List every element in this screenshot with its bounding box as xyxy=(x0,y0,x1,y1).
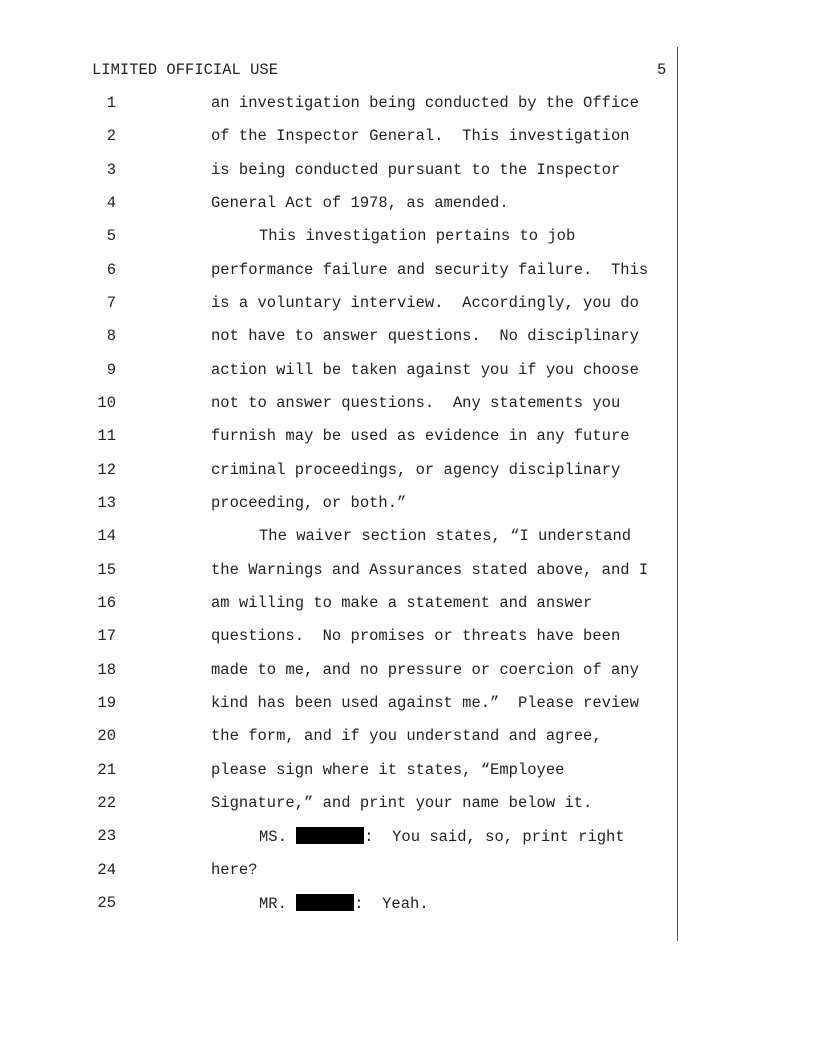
line-number: 7 xyxy=(106,294,116,312)
line-text: is a voluntary interview. Accordingly, you do xyxy=(211,294,639,312)
line-number: 4 xyxy=(106,194,116,212)
line-text: here? xyxy=(211,861,258,879)
line-number: 23 xyxy=(97,827,116,845)
transcript-line xyxy=(0,227,680,247)
line-number: 18 xyxy=(97,661,116,679)
transcript-line xyxy=(0,661,680,681)
transcript-line xyxy=(0,627,680,647)
transcript-line xyxy=(0,161,680,181)
transcript-line xyxy=(0,794,680,814)
line-text: the Warnings and Assurances stated above, and I xyxy=(211,561,649,579)
transcript-line xyxy=(0,361,680,381)
line-number: 25 xyxy=(97,894,116,912)
transcript-line xyxy=(0,861,680,881)
transcript-line xyxy=(0,561,680,581)
redaction-box xyxy=(296,894,354,911)
line-text: is being conducted pursuant to the Inspector xyxy=(211,161,621,179)
line-text: The waiver section states, “I understand xyxy=(259,527,632,545)
line-text: please sign where it states, “Employee xyxy=(211,761,565,779)
line-number: 15 xyxy=(97,561,116,579)
transcript-line xyxy=(0,827,680,847)
line-text: kind has been used against me.” Please review xyxy=(211,694,639,712)
line-text: This investigation pertains to job xyxy=(259,227,576,245)
line-number: 3 xyxy=(106,161,116,179)
line-number: 21 xyxy=(97,761,116,779)
transcript-line xyxy=(0,761,680,781)
line-text: General Act of 1978, as amended. xyxy=(211,194,509,212)
line-text: the form, and if you understand and agree, xyxy=(211,727,602,745)
line-number: 1 xyxy=(106,94,116,112)
line-number: 11 xyxy=(97,427,116,445)
line-number: 19 xyxy=(97,694,116,712)
transcript-line xyxy=(0,294,680,314)
transcript-line xyxy=(0,527,680,547)
line-text: am willing to make a statement and answer xyxy=(211,594,593,612)
transcript-line xyxy=(0,494,680,514)
line-text: performance failure and security failure. This xyxy=(211,261,649,279)
transcript-line xyxy=(0,327,680,347)
line-text: made to me, and no pressure or coercion of any xyxy=(211,661,639,679)
transcript-line xyxy=(0,261,680,281)
line-text: questions. No promises or threats have been xyxy=(211,627,621,645)
transcript-line xyxy=(0,694,680,714)
line-text: not to answer questions. Any statements you xyxy=(211,394,621,412)
transcript-line xyxy=(0,894,680,914)
speaker-title: MS. xyxy=(259,828,287,846)
line-number: 12 xyxy=(97,461,116,479)
line-text: proceeding, or both.” xyxy=(211,494,407,512)
line-number: 17 xyxy=(97,627,116,645)
transcript-line xyxy=(0,427,680,447)
line-text: of the Inspector General. This investigation xyxy=(211,127,630,145)
speaker-statement: : Yeah. xyxy=(354,895,429,913)
line-number: 8 xyxy=(106,327,116,345)
transcript-line xyxy=(0,394,680,414)
transcript-line xyxy=(0,594,680,614)
line-number: 6 xyxy=(106,261,116,279)
line-text: furnish may be used as evidence in any future xyxy=(211,427,630,445)
line-text: an investigation being conducted by the Office xyxy=(211,94,639,112)
line-number: 13 xyxy=(97,494,116,512)
transcript-line xyxy=(0,461,680,481)
line-number: 9 xyxy=(106,361,116,379)
line-number: 5 xyxy=(106,227,116,245)
transcript-line xyxy=(0,194,680,214)
line-number: 22 xyxy=(97,794,116,812)
transcript-line xyxy=(0,94,680,114)
classification-header: LIMITED OFFICIAL USE xyxy=(92,61,279,79)
redaction-box xyxy=(296,827,364,844)
transcript-line xyxy=(0,127,680,147)
transcript-line xyxy=(0,727,680,747)
line-text xyxy=(259,827,625,846)
line-text: criminal proceedings, or agency disciplinary xyxy=(211,461,621,479)
line-number: 24 xyxy=(97,861,116,879)
line-number: 10 xyxy=(97,394,116,412)
line-text: Signature,” and print your name below it. xyxy=(211,794,593,812)
page-number: 5 xyxy=(657,61,667,79)
line-number: 2 xyxy=(106,127,116,145)
line-number: 14 xyxy=(97,527,116,545)
line-text: action will be taken against you if you choose xyxy=(211,361,639,379)
speaker-title: MR. xyxy=(259,895,287,913)
speaker-statement: : You said, so, print right xyxy=(364,828,625,846)
line-text: not have to answer questions. No disciplinary xyxy=(211,327,639,345)
line-text xyxy=(259,894,429,913)
line-number: 16 xyxy=(97,594,116,612)
line-number: 20 xyxy=(97,727,116,745)
